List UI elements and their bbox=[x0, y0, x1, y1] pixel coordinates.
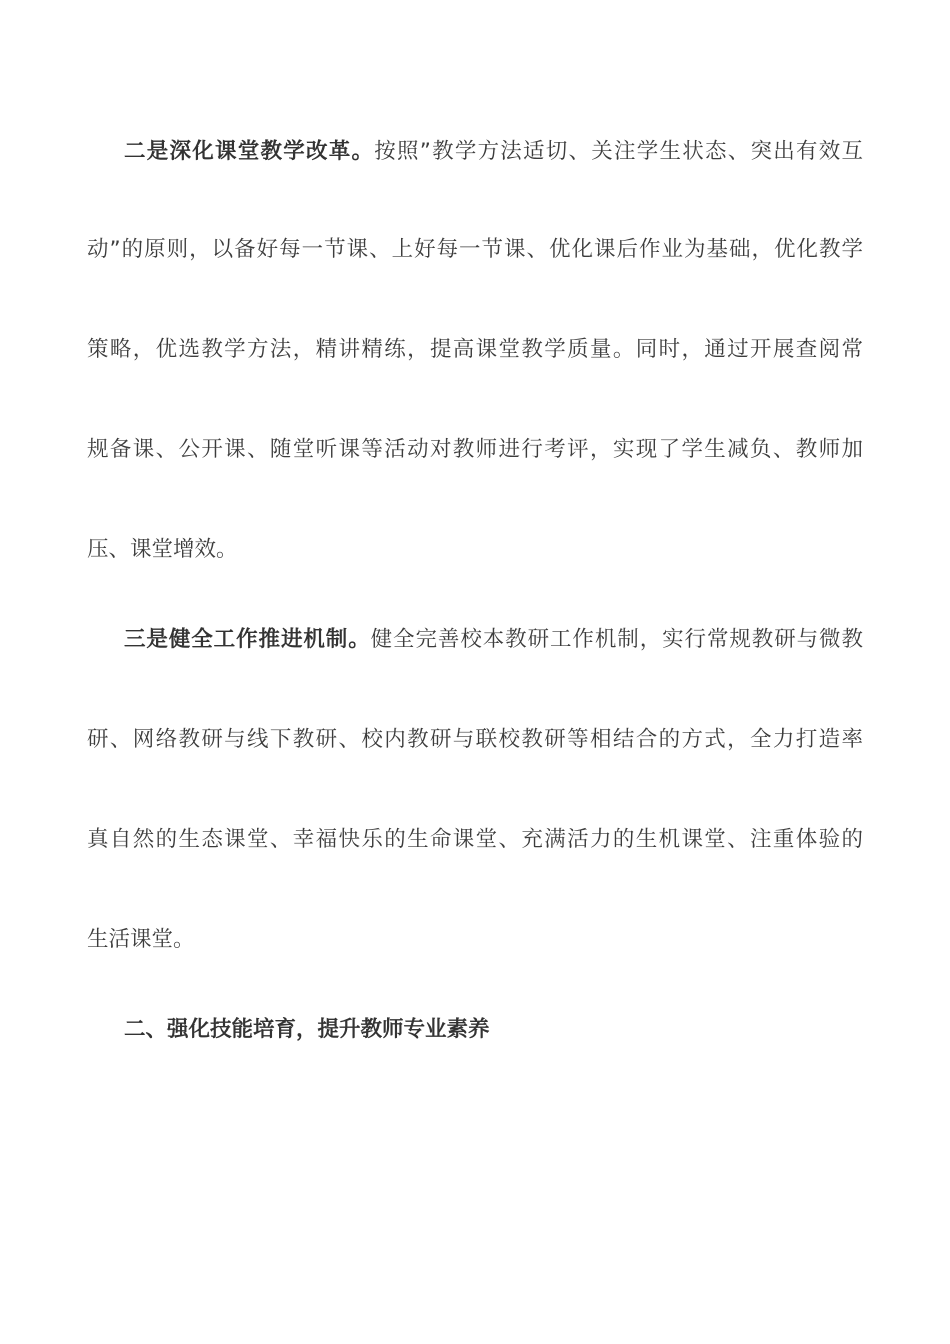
paragraph-1-line-1-text: 按照”教学方法适切、关注学生状态、突出有效互 bbox=[374, 139, 863, 164]
paragraph-2-line-4: 生活课堂。 bbox=[87, 927, 195, 952]
paragraph-1-line-1 bbox=[124, 137, 863, 167]
paragraph-2-line-2: 研、网络教研与线下教研、校内教研与联校教研等相结合的方式，全力打造率 bbox=[87, 727, 863, 752]
paragraph-1-line-5: 压、课堂增效。 bbox=[87, 537, 238, 562]
paragraph-1-line-3: 策略，优选教学方法，精讲精练，提高课堂教学质量。同时，通过开展查阅常 bbox=[87, 337, 863, 362]
paragraph-2-line-1 bbox=[124, 625, 863, 655]
section-heading: 二、强化技能培育，提升教师专业素养 bbox=[124, 1017, 490, 1042]
paragraph-1-line-2: 动”的原则，以备好每一节课、上好每一节课、优化课后作业为基础，优化教学 bbox=[87, 237, 863, 262]
paragraph-2-line-3: 真自然的生态课堂、幸福快乐的生命课堂、充满活力的生机课堂、注重体验的 bbox=[87, 827, 863, 852]
paragraph-1-heading: 二是深化课堂教学改革。 bbox=[124, 139, 375, 164]
paragraph-2-heading: 三是健全工作推进机制。 bbox=[124, 627, 371, 652]
paragraph-1-line-4: 规备课、公开课、随堂听课等活动对教师进行考评，实现了学生减负、教师加 bbox=[87, 437, 863, 462]
paragraph-2-line-1-text: 健全完善校本教研工作机制，实行常规教研与微教 bbox=[370, 627, 863, 652]
